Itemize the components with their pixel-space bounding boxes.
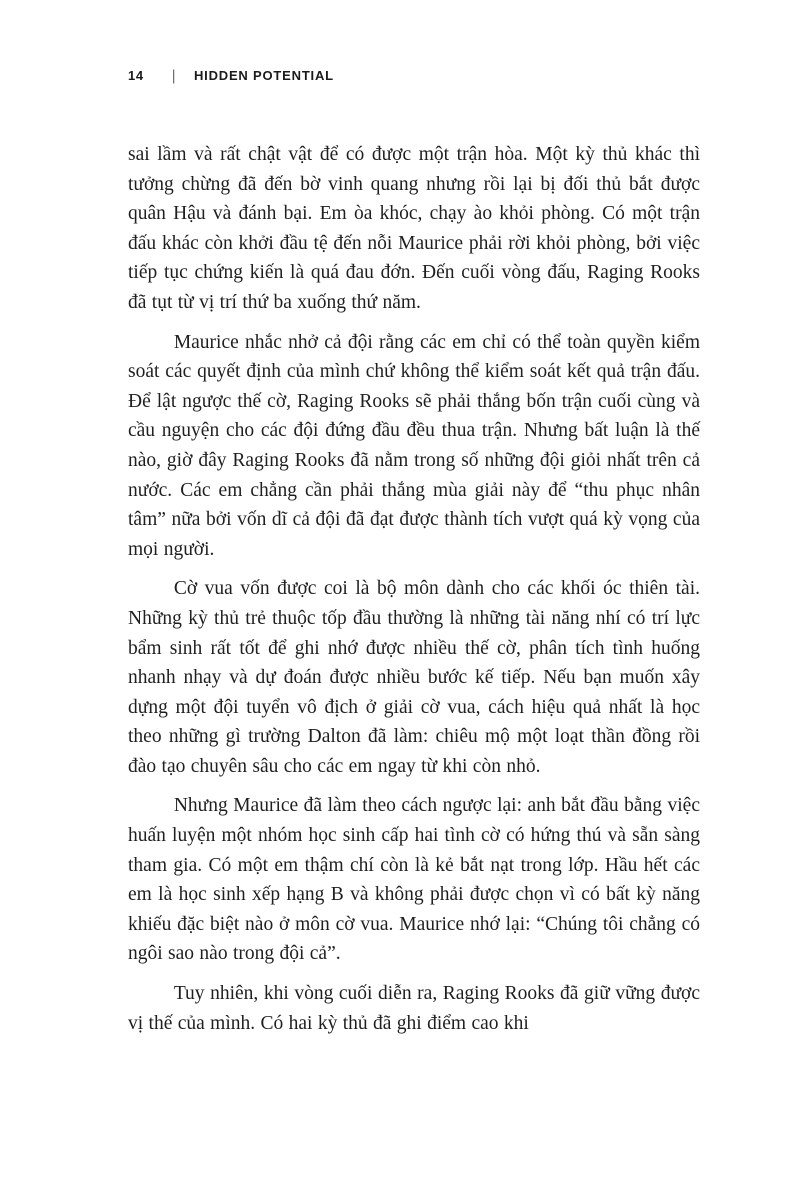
book-title: HIDDEN POTENTIAL [193, 68, 334, 83]
paragraph: Maurice nhắc nhở cả đội rằng các em chỉ có thể toàn quyền kiểm soát các quyết định của mình chứ không thể kiểm soát kết quả trận đấu. Để lật ngược thế cờ, Raging Rooks sẽ phải thắng bốn trận cuối cùng và cầu nguyện cho các đội đứng đầu đều thua trận. Nhưng bất luận là thế nào, giờ đây Raging Rooks đã nằm trong số những đội giỏi nhất trên cả nước. Các em chẳng cần phải thắng mùa giải này để “thu phục nhân tâm” nữa bởi vốn dĩ cả đội đã đạt được thành tích vượt quá kỳ vọng của mọi người. [128, 331, 700, 560]
paragraph: Tuy nhiên, khi vòng cuối diễn ra, Raging Rooks đã giữ vững được vị thế của mình. Có hai kỳ thủ đã ghi điểm cao khi [128, 983, 700, 1034]
page-number: 14 [128, 68, 144, 83]
page-body [128, 140, 700, 1038]
paragraph: Nhưng Maurice đã làm theo cách ngược lại: anh bắt đầu bằng việc huấn luyện một nhóm học sinh cấp hai tình cờ có hứng thú và sẵn sàng tham gia. Có một em thậm chí còn là kẻ bắt nạt trong lớp. Hầu hết các em là học sinh xếp hạng B và không phải được chọn vì có bất kỳ năng khiếu đặc biệt nào ở môn cờ vua. Maurice nhớ lại: “Chúng tôi chẳng có ngôi sao nào trong đội cả”. [128, 795, 700, 965]
paragraph: Cờ vua vốn được coi là bộ môn dành cho các khối óc thiên tài. Những kỳ thủ trẻ thuộc tốp đầu thường là những tài năng nhí có trí lực bẩm sinh rất tốt để ghi nhớ được nhiều thế cờ, phân tích tình huống nhanh nhạy và dự đoán được nhiều bước kế tiếp. Nếu bạn muốn xây dựng một đội tuyển vô địch ở giải cờ vua, cách hiệu quả nhất là học theo những gì trường Dalton đã làm: chiêu mộ một loạt thần đồng rồi đào tạo chuyên sâu cho các em ngay từ khi còn nhỏ. [128, 578, 700, 777]
paragraph: sai lầm và rất chật vật để có được một trận hòa. Một kỳ thủ khác thì tưởng chừng đã đến bờ vinh quang nhưng rồi lại bị đối thủ bắt được quân Hậu và đánh bại. Em òa khóc, chạy ào khỏi phòng. Có một trận đấu khác còn khởi đầu tệ đến nỗi Maurice phải rời khỏi phòng, bởi việc tiếp tục chứng kiến là quá đau đớn. Đến cuối vòng đấu, Raging Rooks đã tụt từ vị trí thứ ba xuống thứ năm. [128, 144, 700, 313]
page-header [128, 68, 700, 83]
header-separator: | [172, 67, 176, 84]
